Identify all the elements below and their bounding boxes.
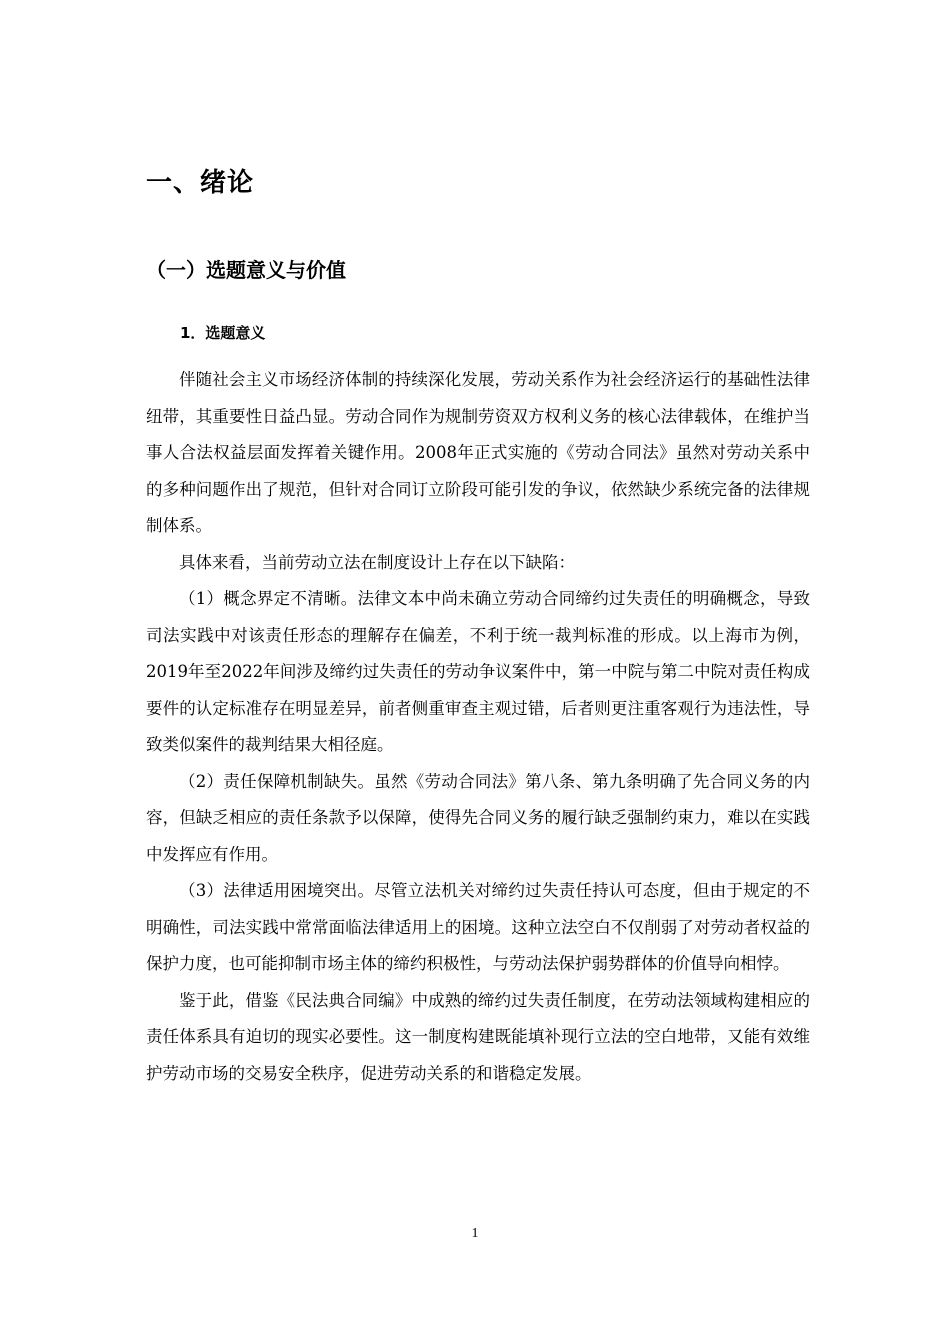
page-number: 1 [471, 1226, 479, 1241]
subsection-heading: 1．选题意义 [180, 324, 266, 342]
paragraph: （2）责任保障机制缺失。虽然《劳动合同法》第八条、第九条明确了先合同义务的内容，但缺乏相应的责任条款予以保障，使得先合同义务的履行缺乏强制约束力，难以在实践中发挥应有作用。 [146, 771, 810, 864]
paragraph: 具体来看，当前劳动立法在制度设计上存在以下缺陷： [179, 552, 575, 572]
section-heading: （一）选题意义与价值 [146, 258, 346, 282]
paragraph: 伴随社会主义市场经济体制的持续深化发展，劳动关系作为社会经济运行的基础性法律纽带，其重要性日益凸显。劳动合同作为规制劳资双方权利义务的核心法律载体，在维护当事人合法权益层面发挥着关键作用。2008年正式实施的《劳动合同法》虽然对劳动关系中的多种问题作出了规范，但针对合同订立阶段可能引发的争议，依然缺少系统完备的法律规制体系。 [146, 370, 810, 535]
body-text [146, 362, 810, 1092]
paragraph: （1）概念界定不清晰。法律文本中尚未确立劳动合同缔约过失责任的明确概念，导致司法实践中对该责任形态的理解存在偏差，不利于统一裁判标准的形成。以上海市为例，2019年至2022年间涉及缔约过失责任的劳动争议案件中，第一中院与第二中院对责任构成要件的认定标准存在明显差异，前者侧重审查主观过错，后者则更注重客观行为违法性，导致类似案件的裁判结果大相径庭。 [146, 589, 810, 754]
paragraph: 鉴于此，借鉴《民法典合同编》中成熟的缔约过失责任制度，在劳动法领域构建相应的责任体系具有迫切的现实必要性。这一制度构建既能填补现行立法的空白地带，又能有效维护劳动市场的交易安全秩序，促进劳动关系的和谐稳定发展。 [146, 990, 810, 1083]
chapter-heading: 一、绪论 [146, 168, 255, 198]
paragraph: （3）法律适用困境突出。尽管立法机关对缔约过失责任持认可态度，但由于规定的不明确性，司法实践中常常面临法律适用上的困境。这种立法空白不仅削弱了对劳动者权益的保护力度，也可能抑制市场主体的缔约积极性，与劳动法保护弱势群体的价值导向相悖。 [146, 881, 810, 973]
